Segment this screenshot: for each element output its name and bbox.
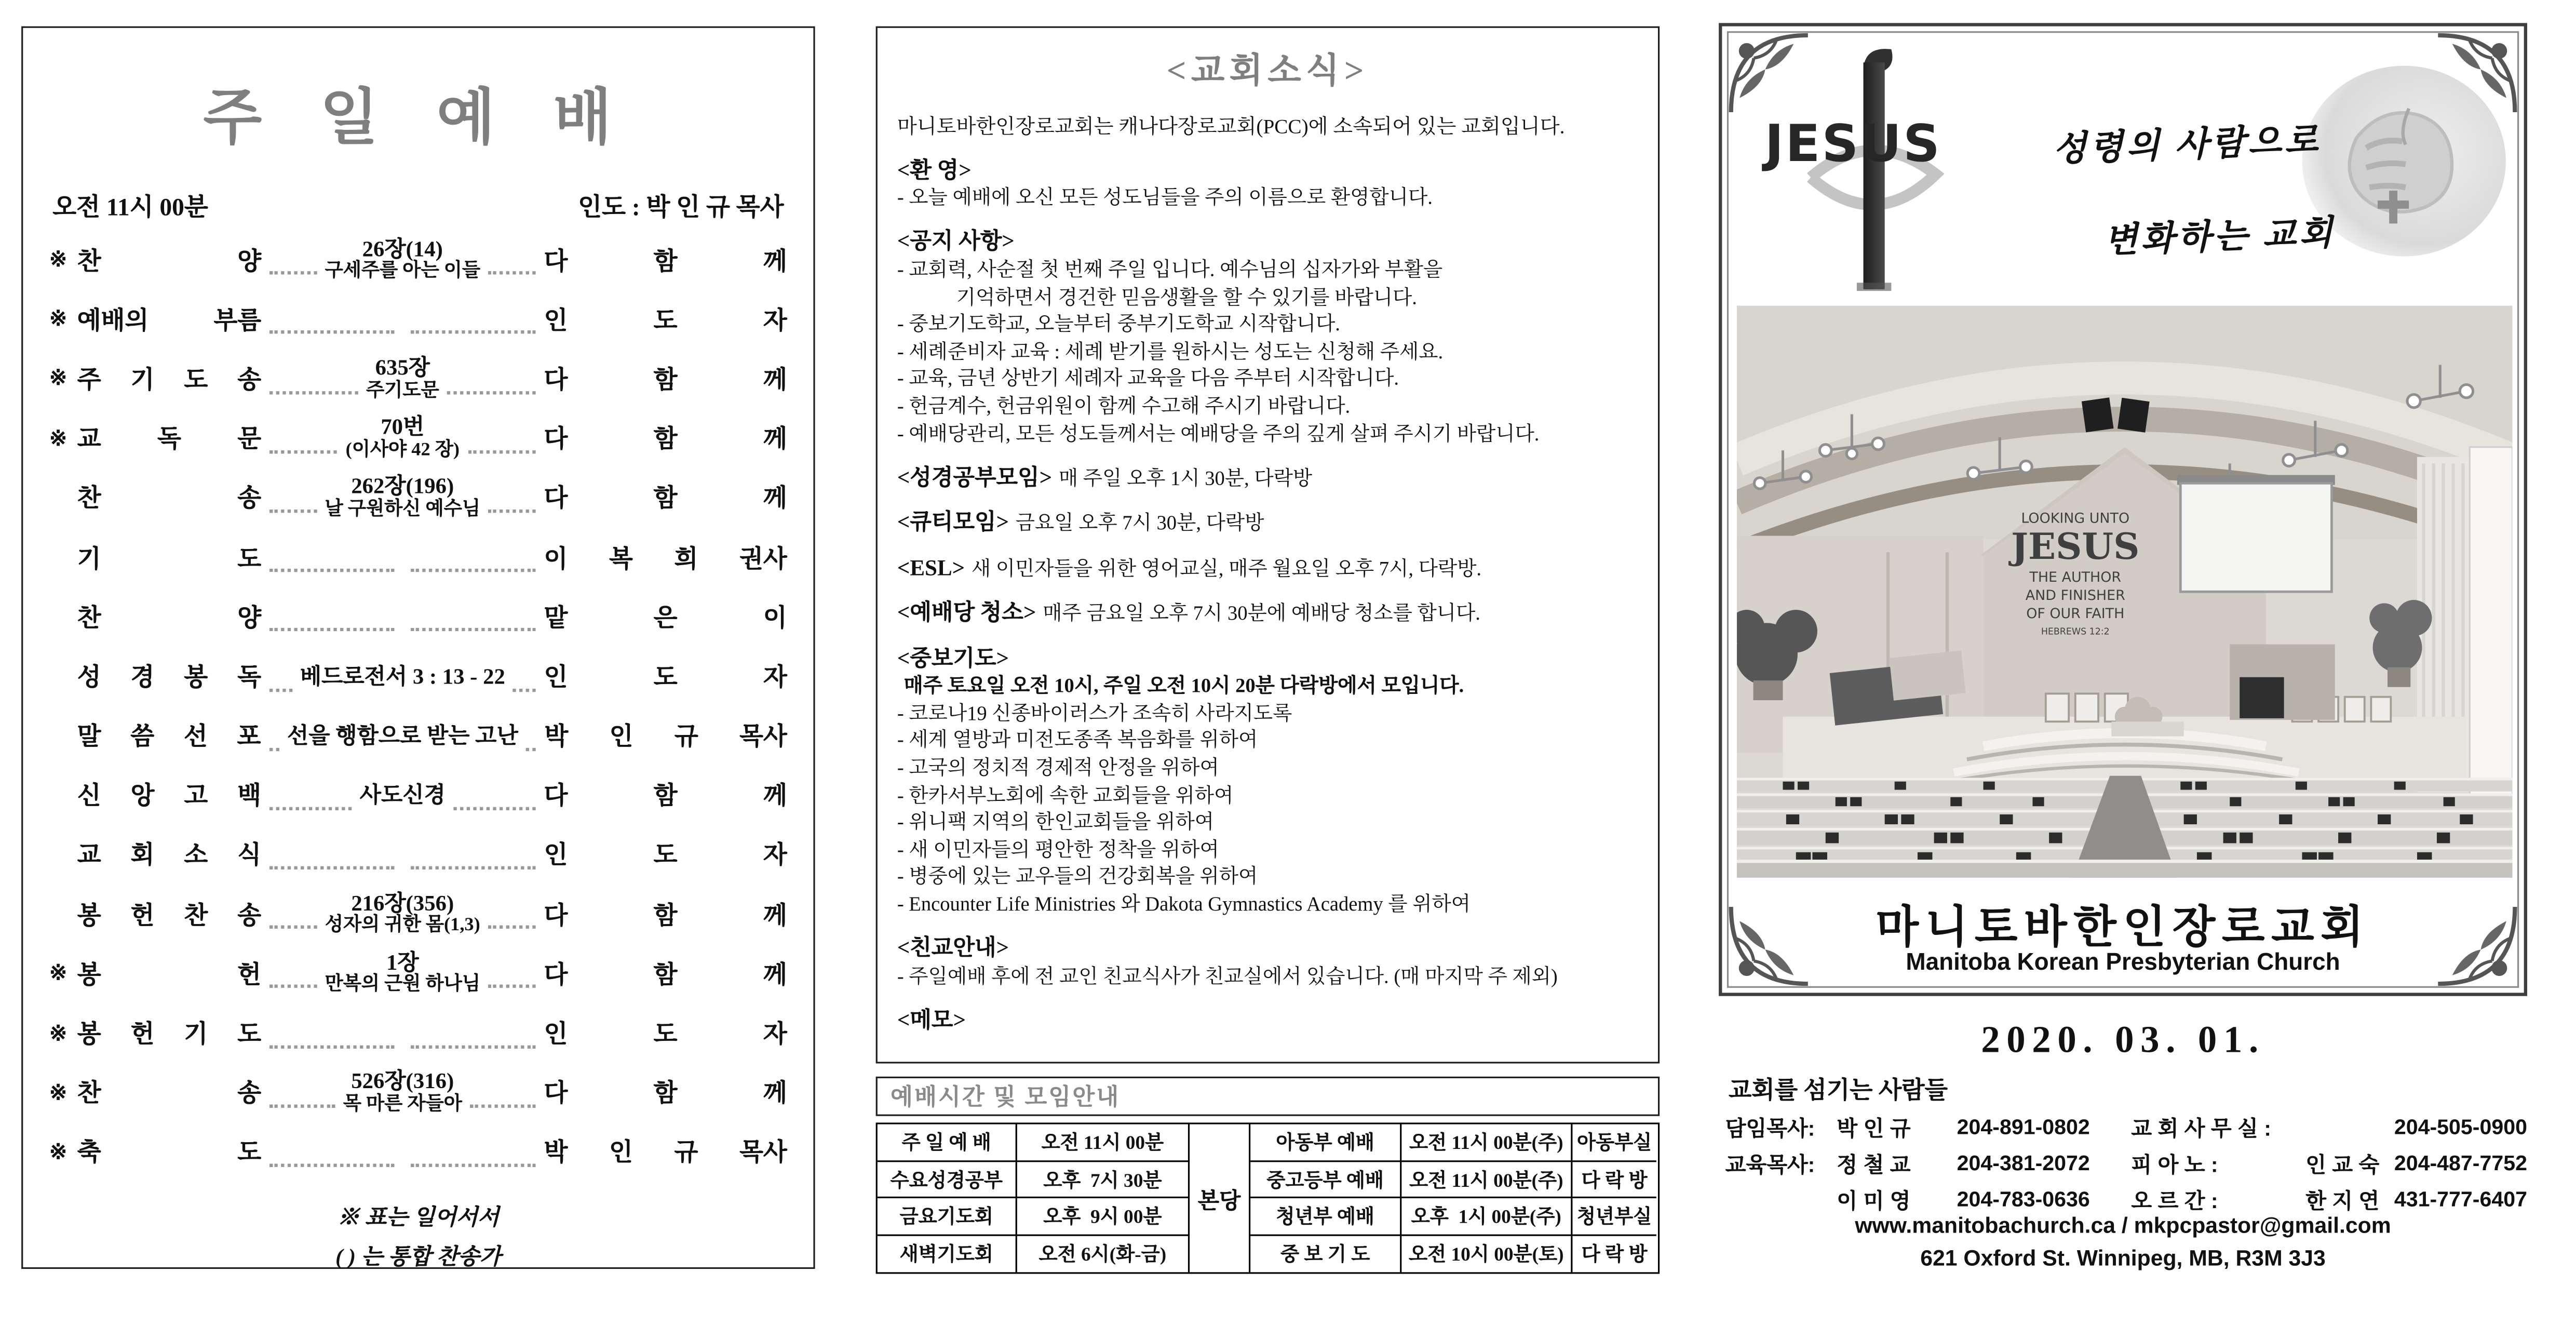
prayer-item: - 코로나19 신종바이러스가 조속히 사라지도록 bbox=[897, 701, 1292, 725]
leader-line bbox=[269, 304, 395, 334]
service-leader: 인도 : 박 인 규 목사 bbox=[578, 195, 784, 222]
song-title: 주기도문 bbox=[366, 380, 439, 400]
news-intro: 마니토바한인장로교회는 캐나다장로교회(PCC)에 소속되어 있는 교회입니다. bbox=[897, 115, 1565, 138]
staff-name: 박 인 규 bbox=[1837, 1115, 1911, 1140]
leader-line bbox=[411, 1018, 536, 1048]
schedule-cell: 오후 7시 30분 bbox=[1017, 1161, 1190, 1198]
staff-role: 담임목사: bbox=[1725, 1115, 1815, 1140]
leader-line bbox=[269, 1078, 335, 1108]
photo-text-line4: AND FINISHER bbox=[2025, 587, 2125, 604]
section-heading: <성경공부모임> bbox=[897, 464, 1053, 489]
section-cleaning bbox=[897, 598, 1638, 628]
standing-mark: ※ bbox=[49, 425, 68, 450]
worship-person: 인 도 자 bbox=[544, 1022, 787, 1049]
leader-line bbox=[269, 364, 358, 394]
prayer-item: - 한카서부노회에 속한 교회들을 위하여 bbox=[897, 783, 1234, 807]
schedule-cell: 아동부실 bbox=[1572, 1125, 1656, 1161]
schedule-cell: 다 락 방 bbox=[1572, 1161, 1656, 1198]
section-memo bbox=[897, 1006, 1638, 1035]
schedule-right-grid bbox=[1250, 1125, 1656, 1273]
worship-row bbox=[49, 885, 787, 944]
schedule-cell: 오후 9시 00분 bbox=[1017, 1198, 1190, 1235]
schedule-hall-cell: 본당 bbox=[1190, 1125, 1250, 1273]
worship-item-label: 기 도 bbox=[77, 546, 262, 573]
song-title: 성자의 귀한 몸(1,3) bbox=[325, 916, 480, 936]
staff-phone: 204-381-2072 bbox=[1957, 1149, 2090, 1175]
worship-item-label: 주 기 도 송 bbox=[77, 368, 262, 395]
cover-slogan-line1: 성령의 사람으로 bbox=[2052, 120, 2322, 169]
leader-line bbox=[514, 661, 536, 691]
section-line: 매주 금요일 오후 7시 30분에 예배당 청소를 합니다. bbox=[1043, 601, 1480, 625]
staff-role: 피 아 노 : bbox=[2131, 1151, 2218, 1176]
worship-row bbox=[49, 706, 787, 766]
church-name-korean: 마니토바한인장로교회 bbox=[1876, 902, 2370, 952]
photo-text-line5: OF OUR FAITH bbox=[2026, 605, 2125, 622]
worship-row bbox=[49, 290, 787, 350]
photo-text-line2: JESUS bbox=[2011, 525, 2140, 568]
worship-item-label: 봉 헌 기 도 bbox=[77, 1022, 262, 1049]
worship-person: 이 복 희 권사 bbox=[544, 546, 787, 573]
worship-person: 박 인 규 목사 bbox=[544, 725, 787, 752]
song-info bbox=[346, 414, 460, 462]
leader-line bbox=[411, 304, 536, 334]
leader-line bbox=[411, 542, 536, 572]
photo-text-line6: HEBREWS 12:2 bbox=[2041, 626, 2110, 637]
staff-phone: 431-777-6407 bbox=[2394, 1186, 2528, 1211]
leader-line bbox=[269, 959, 317, 989]
leader-line bbox=[269, 720, 279, 751]
section-heading: <환 영> bbox=[897, 157, 972, 182]
cover-frame bbox=[1719, 23, 2527, 996]
staff-name: 한 지 연 bbox=[2305, 1187, 2380, 1212]
worship-row bbox=[49, 1003, 787, 1063]
worship-person: 다 함 께 bbox=[544, 903, 787, 930]
staff-phone: 204-505-0900 bbox=[2394, 1113, 2528, 1139]
notice-item: - 헌금계수, 헌금위원이 함께 수고해 주시기 바랍니다. bbox=[897, 394, 1351, 418]
song-info bbox=[325, 950, 480, 997]
song-title: 구세주를 아는 이들 bbox=[325, 261, 481, 282]
schedule-cell: 오후 1시 00분(주) bbox=[1401, 1198, 1572, 1235]
worship-person: 다 함 께 bbox=[544, 962, 787, 989]
schedule-cell: 오전 10시 00분(토) bbox=[1401, 1235, 1572, 1272]
worship-order-panel bbox=[21, 26, 815, 1269]
photo-text-line3: THE AUTHOR bbox=[2029, 569, 2122, 586]
worship-person: 다 함 께 bbox=[544, 1081, 787, 1108]
standing-mark: ※ bbox=[49, 960, 68, 985]
worship-row bbox=[49, 944, 787, 1003]
schedule-cell: 청년부 예배 bbox=[1250, 1198, 1401, 1235]
staff-role: 교육목사: bbox=[1725, 1151, 1815, 1176]
staff-name: 인 교 숙 bbox=[2305, 1151, 2380, 1176]
schedule-cell: 아동부 예배 bbox=[1250, 1125, 1401, 1161]
logo-text: JESUS bbox=[1764, 114, 1941, 174]
section-notices bbox=[897, 227, 1638, 447]
worship-row bbox=[49, 1063, 787, 1122]
leader-line bbox=[269, 780, 352, 810]
prayer-item: - 세계 열방과 미전도종족 복음화를 위하여 bbox=[897, 729, 1258, 752]
section-heading: <예배당 청소> bbox=[897, 600, 1036, 625]
notice-item: - 교육, 금년 상반기 세례자 교육을 다음 주부터 시작합니다. bbox=[897, 367, 1399, 390]
section-bible-study bbox=[897, 463, 1638, 492]
staff-heading: 교회를 섬기는 사람들 bbox=[1729, 1078, 1948, 1105]
leader-line bbox=[411, 840, 536, 870]
schedule-cell: 중고등부 예배 bbox=[1250, 1161, 1401, 1198]
leader-line bbox=[269, 661, 292, 691]
worship-person: 다 함 께 bbox=[544, 368, 787, 395]
prayer-item: - Encounter Life Ministries 와 Dakota Gymnastics Academy 를 위하여 bbox=[897, 892, 1471, 916]
worship-person: 박 인 규 목사 bbox=[544, 1141, 787, 1168]
leader-line bbox=[269, 245, 317, 275]
footnote-standing: ※ 표는 일어서서 bbox=[337, 1204, 500, 1230]
standing-mark: ※ bbox=[49, 1139, 68, 1164]
notice-item: - 교회력, 사순절 첫 번째 주일 입니다. 예수님의 십자가와 부활을 bbox=[897, 258, 1443, 281]
schedule-cell: 새벽기도회 bbox=[878, 1235, 1017, 1272]
schedule-cell: 금요기도회 bbox=[878, 1198, 1017, 1235]
worship-person: 인 도 자 bbox=[544, 844, 787, 871]
worship-title: 주 일 예 배 bbox=[203, 85, 633, 153]
worship-item-label: 예배의 부름 bbox=[77, 309, 262, 335]
section-heading: <중보기도> bbox=[897, 645, 1009, 670]
section-heading: <ESL> bbox=[897, 555, 965, 580]
standing-mark: ※ bbox=[49, 366, 68, 391]
song-title: 만복의 근원 하나님 bbox=[325, 975, 481, 996]
leader-line bbox=[269, 542, 395, 572]
worship-person: 인 도 자 bbox=[544, 665, 787, 692]
staff-phone: 204-891-0802 bbox=[1957, 1113, 2090, 1139]
worship-person: 다 함 께 bbox=[544, 487, 787, 514]
worship-row bbox=[49, 1122, 787, 1182]
staff-name: 정 철 교 bbox=[1837, 1151, 1911, 1176]
website-and-email: www.manitobachurch.ca / mkpcpastor@gmail.com bbox=[1855, 1213, 2391, 1238]
leader-line bbox=[269, 601, 395, 632]
song-title: 날 구원하신 예수님 bbox=[325, 499, 481, 519]
footnotes bbox=[49, 1198, 787, 1276]
leader-line bbox=[447, 364, 535, 394]
staff-phone: 204-487-7752 bbox=[2394, 1149, 2528, 1175]
worship-item-label: 교 독 문 bbox=[77, 427, 262, 454]
section-fellowship bbox=[897, 934, 1638, 990]
worship-item-label: 축 도 bbox=[77, 1141, 262, 1168]
footnote-hymnal: ( ) 는 통합 찬송가 bbox=[335, 1243, 501, 1268]
song-number: 216장(356) bbox=[351, 890, 454, 915]
song-title: 목 마른 자들아 bbox=[343, 1094, 462, 1115]
song-info bbox=[325, 474, 480, 521]
section-heading: <친교안내> bbox=[897, 935, 1009, 960]
section-welcome bbox=[897, 155, 1638, 211]
staff-phone: 204-783-0636 bbox=[1957, 1186, 2090, 1211]
worship-row bbox=[49, 647, 787, 706]
leader-line bbox=[269, 483, 317, 513]
song-number: 262장(196) bbox=[351, 474, 454, 499]
song-number: 베드로전서 3 : 13 - 22 bbox=[300, 663, 505, 688]
section-line: 새 이민자들을 위한 영어교실, 매주 월요일 오후 7시, 다락방. bbox=[971, 556, 1482, 580]
schedule-cell: 다 락 방 bbox=[1581, 1243, 1648, 1266]
staff-role: 오 르 간 : bbox=[2131, 1187, 2218, 1212]
worship-item-label: 신 앙 고 백 bbox=[77, 784, 262, 811]
leader-line bbox=[527, 720, 536, 751]
section-heading: <메모> bbox=[897, 1007, 966, 1032]
song-info bbox=[325, 890, 480, 938]
worship-item-label: 찬 송 bbox=[77, 1081, 262, 1108]
schedule-cell: 오전 11시 00분(주) bbox=[1401, 1161, 1572, 1198]
section-intercession bbox=[897, 644, 1638, 918]
schedule-table bbox=[876, 1122, 1660, 1274]
notice-item: - 예배당관리, 모든 성도들께서는 예배당을 주의 깊게 살펴 주시기 바랍니다. bbox=[897, 421, 1540, 445]
standing-mark: ※ bbox=[49, 1079, 68, 1104]
standing-mark: ※ bbox=[49, 246, 68, 272]
worship-person: 다 함 께 bbox=[544, 784, 787, 811]
street-address: 621 Oxford St. Winnipeg, MB, R3M 3J3 bbox=[1920, 1246, 2326, 1271]
song-info bbox=[343, 1069, 462, 1116]
prayer-item: - 위니팩 지역의 한인교회들을 위하여 bbox=[897, 810, 1215, 834]
section-qt bbox=[897, 508, 1638, 538]
jesus-cross-logo bbox=[1748, 39, 1995, 299]
leader-line bbox=[489, 483, 536, 513]
song-number: 26장(14) bbox=[362, 236, 443, 261]
staff-name: 이 미 영 bbox=[1837, 1187, 1911, 1212]
leader-line bbox=[269, 1137, 395, 1167]
song-info bbox=[325, 236, 480, 284]
section-heading: <공지 사항> bbox=[897, 229, 1015, 254]
leader-line bbox=[468, 423, 536, 453]
leader-line bbox=[269, 840, 395, 870]
worship-person: 다 함 께 bbox=[544, 427, 787, 454]
leader-line bbox=[411, 601, 536, 632]
worship-row bbox=[49, 587, 787, 647]
schedule-cell: 청년부실 bbox=[1572, 1198, 1656, 1235]
prayer-item: - 고국의 정치적 경제적 안정을 위하여 bbox=[897, 756, 1219, 780]
section-heading: <큐티모임> bbox=[897, 510, 1009, 534]
worship-item-label: 찬 송 bbox=[77, 487, 262, 514]
leader-line bbox=[269, 1018, 395, 1048]
schedule-cell: 중 보 기 도 bbox=[1250, 1235, 1401, 1272]
photo-text-line1: LOOKING UNTO bbox=[2021, 510, 2130, 527]
intercession-lead: 매주 토요일 오전 10시, 주일 오전 10시 20분 다락방에서 모입니다. bbox=[903, 674, 1464, 698]
news-title: <교회소식> bbox=[1166, 51, 1369, 91]
notice-item: - 중보기도학교, 오늘부터 중부기도학교 시작합니다. bbox=[897, 312, 1340, 336]
staff-row bbox=[1725, 1144, 2527, 1180]
schedule-cell: 주 일 예 배 bbox=[878, 1125, 1017, 1161]
church-news-panel bbox=[876, 26, 1660, 1064]
song-number: 526장(316) bbox=[351, 1069, 454, 1094]
prayer-item: - 병중에 있는 교우들의 건강회복을 위하여 bbox=[897, 865, 1258, 889]
worship-row bbox=[49, 528, 787, 587]
section-line: - 오늘 예배에 오신 모든 성도님들을 주의 이름으로 환영합니다. bbox=[897, 186, 1433, 209]
worship-item-label: 봉 헌 찬 송 bbox=[77, 903, 262, 930]
standing-mark: ※ bbox=[49, 306, 68, 331]
worship-person: 다 함 께 bbox=[544, 249, 787, 276]
song-number: 635장 bbox=[375, 355, 430, 380]
section-line: 금요일 오후 7시 30분, 다락방 bbox=[1015, 511, 1264, 534]
staff-row bbox=[1725, 1180, 2527, 1216]
worship-item-label: 찬 양 bbox=[77, 249, 262, 276]
schedule-header-label: 예배시간 및 모임안내 bbox=[891, 1086, 1121, 1112]
song-number: 선을 행함으로 받는 고난 bbox=[287, 722, 518, 748]
leader-line bbox=[269, 423, 338, 453]
worship-item-label: 성 경 봉 독 bbox=[77, 665, 262, 692]
song-number: 사도신경 bbox=[359, 782, 446, 807]
leader-line bbox=[489, 245, 536, 275]
leader-line bbox=[470, 1078, 536, 1108]
staff-row bbox=[1725, 1108, 2527, 1144]
song-info bbox=[300, 663, 505, 689]
worship-row bbox=[49, 825, 787, 885]
staff-role: 교 회 사 무 실 : bbox=[2131, 1115, 2271, 1140]
leader-line bbox=[411, 1137, 536, 1167]
section-line: 매 주일 오후 1시 30분, 다락방 bbox=[1058, 466, 1313, 489]
leader-line bbox=[269, 899, 317, 929]
worship-item-label: 교 회 소 식 bbox=[77, 844, 262, 871]
song-title: (이사야 42 장) bbox=[345, 440, 460, 460]
church-name-english: Manitoba Korean Presbyterian Church bbox=[1906, 950, 2340, 976]
worship-row bbox=[49, 230, 787, 290]
worship-row bbox=[49, 409, 787, 469]
notice-item: 기억하면서 경건한 믿음생활을 할 수 있기를 바랍니다. bbox=[956, 285, 1417, 309]
prayer-item: - 새 이민자들의 평안한 정착을 위하여 bbox=[897, 838, 1219, 861]
bulletin-date: 2020. 03. 01. bbox=[1981, 1019, 2265, 1061]
worship-row bbox=[49, 349, 787, 409]
cover-slogan-line2: 변화하는 교회 bbox=[2103, 212, 2337, 261]
leader-line bbox=[489, 959, 536, 989]
standing-mark: ※ bbox=[49, 1020, 68, 1045]
worship-item-label: 봉 헌 bbox=[77, 962, 262, 989]
leader-line bbox=[454, 780, 536, 810]
worship-rows bbox=[49, 230, 787, 1182]
section-line: - 주일예배 후에 전 교인 친교식사가 친교실에서 있습니다. (매 마지막 주 제외) bbox=[897, 964, 1558, 988]
schedule-header bbox=[876, 1077, 1660, 1116]
song-number: 70번 bbox=[381, 414, 425, 439]
sanctuary-photo bbox=[1737, 306, 2513, 878]
schedule-cell: 수요성경공부 bbox=[878, 1161, 1017, 1198]
schedule-cell: 오전 11시 00분(주) bbox=[1401, 1125, 1572, 1161]
worship-row bbox=[49, 766, 787, 825]
schedule-cell: 오전 6시(화-금) bbox=[1017, 1235, 1190, 1272]
section-esl bbox=[897, 553, 1638, 583]
schedule-cell: 오전 11시 00분 bbox=[1017, 1125, 1190, 1161]
song-info bbox=[287, 723, 518, 748]
song-info bbox=[360, 782, 446, 808]
worship-row bbox=[49, 468, 787, 528]
worship-item-label: 찬 양 bbox=[77, 606, 262, 633]
schedule-left-grid bbox=[878, 1125, 1190, 1273]
song-info bbox=[366, 355, 439, 403]
staff-list bbox=[1725, 1108, 2527, 1216]
worship-person: 인 도 자 bbox=[544, 309, 787, 335]
worship-meta bbox=[52, 189, 784, 223]
song-number: 1장 bbox=[386, 949, 419, 975]
worship-person: 맡 은 이 bbox=[544, 606, 787, 633]
service-time: 오전 11시 00분 bbox=[52, 195, 208, 222]
notice-item: - 세례준비자 교육 : 세례 받기를 원하시는 성도는 신청해 주세요. bbox=[897, 340, 1444, 363]
worship-item-label: 말 씀 선 포 bbox=[77, 725, 261, 752]
leader-line bbox=[489, 899, 536, 929]
